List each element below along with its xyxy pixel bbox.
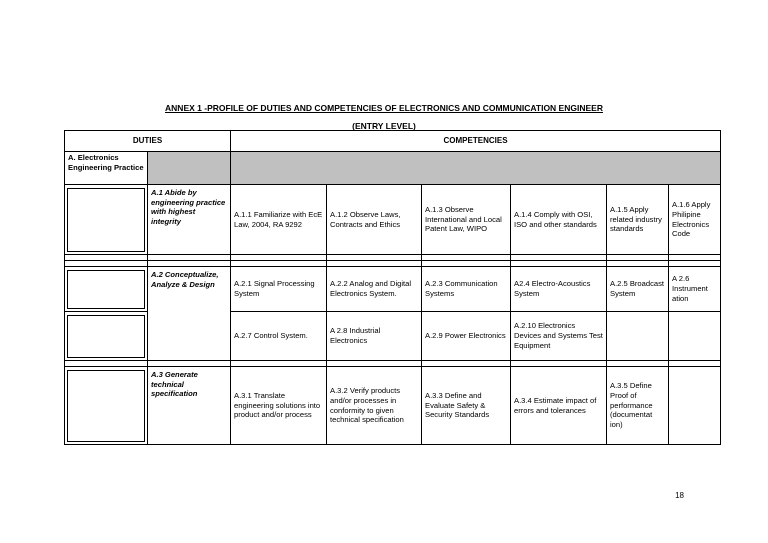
competency-empty (669, 312, 721, 361)
competency-a2-1: A.2.1 Signal Processing System (231, 267, 327, 312)
competency-a2-7: A.2.7 Control System. (231, 312, 327, 361)
competency-a2-2: A.2.2 Analog and Digital Electronics System. (327, 267, 422, 312)
duty-spacer-cell (65, 185, 148, 255)
section-shaded-band (231, 152, 721, 185)
annex-title: ANNEX 1 -PROFILE OF DUTIES AND COMPETENCIES OF ELECTRONICS AND COMMUNICATION ENGINEER (165, 103, 603, 113)
competency-a2-9: A.2.9 Power Electronics (422, 312, 511, 361)
section-row (65, 152, 721, 185)
competency-a2-5: A.2.5 Broadcast System (607, 267, 669, 312)
duties-competencies-table (64, 130, 721, 445)
competency-empty (607, 312, 669, 361)
competency-a3-3: A.3.3 Define and Evaluate Safety & Security Standards (422, 367, 511, 445)
competency-a1-6: A.1.6 Apply Philipine Electronics Code (669, 185, 721, 255)
entry-level-subtitle: (ENTRY LEVEL) (352, 121, 416, 131)
duty-a2-label: A.2 Conceptualize, Analyze & Design (148, 267, 231, 361)
competency-a3-1: A.3.1 Translate engineering solutions into product and/or process (231, 367, 327, 445)
duty-a3-label: A.3 Generate technical specification (148, 367, 231, 445)
competencies-header: COMPETENCIES (231, 131, 721, 152)
competency-a3-5: A.3.5 Define Proof of performance (documentat ion) (607, 367, 669, 445)
competency-a1-2: A.1.2 Observe Laws, Contracts and Ethics (327, 185, 422, 255)
duty-row-a1 (65, 185, 721, 255)
duty-spacer-cell (65, 367, 148, 445)
duty-row-a3 (65, 367, 721, 445)
competency-a2-3: A.2.3 Communication Systems (422, 267, 511, 312)
section-shaded-cell (148, 152, 231, 185)
competency-empty (669, 367, 721, 445)
duties-header: DUTIES (65, 131, 231, 152)
competency-a1-4: A.1.4 Comply with OSI, ISO and other standards (511, 185, 607, 255)
competency-a3-2: A.3.2 Verify products and/or processes in conformity to given technical specification (327, 367, 422, 445)
competency-a2-6: A 2.6 Instrument ation (669, 267, 721, 312)
page-number: 18 (675, 491, 684, 500)
duty-spacer-cell (65, 267, 148, 312)
competency-a1-5: A.1.5 Apply related industry standards (607, 185, 669, 255)
duty-a1-label: A.1 Abide by engineering practice with highest integrity (148, 185, 231, 255)
header-row (65, 131, 721, 152)
duty-row-a2 (65, 267, 721, 312)
section-label: A. Electronics Engineering Practice (65, 152, 148, 185)
competency-a3-4: A.3.4 Estimate impact of errors and tolerances (511, 367, 607, 445)
competency-a2-10: A.2.10 Electronics Devices and Systems Test Equipment (511, 312, 607, 361)
competency-a2-8: A 2.8 Industrial Electronics (327, 312, 422, 361)
competency-a1-1: A.1.1 Familiarize with EcE Law, 2004, RA 9292 (231, 185, 327, 255)
duty-spacer-cell (65, 312, 148, 361)
competency-a1-3: A.1.3 Observe International and Local Patent Law, WIPO (422, 185, 511, 255)
competency-a2-4: A2.4 Electro-Acoustics System (511, 267, 607, 312)
